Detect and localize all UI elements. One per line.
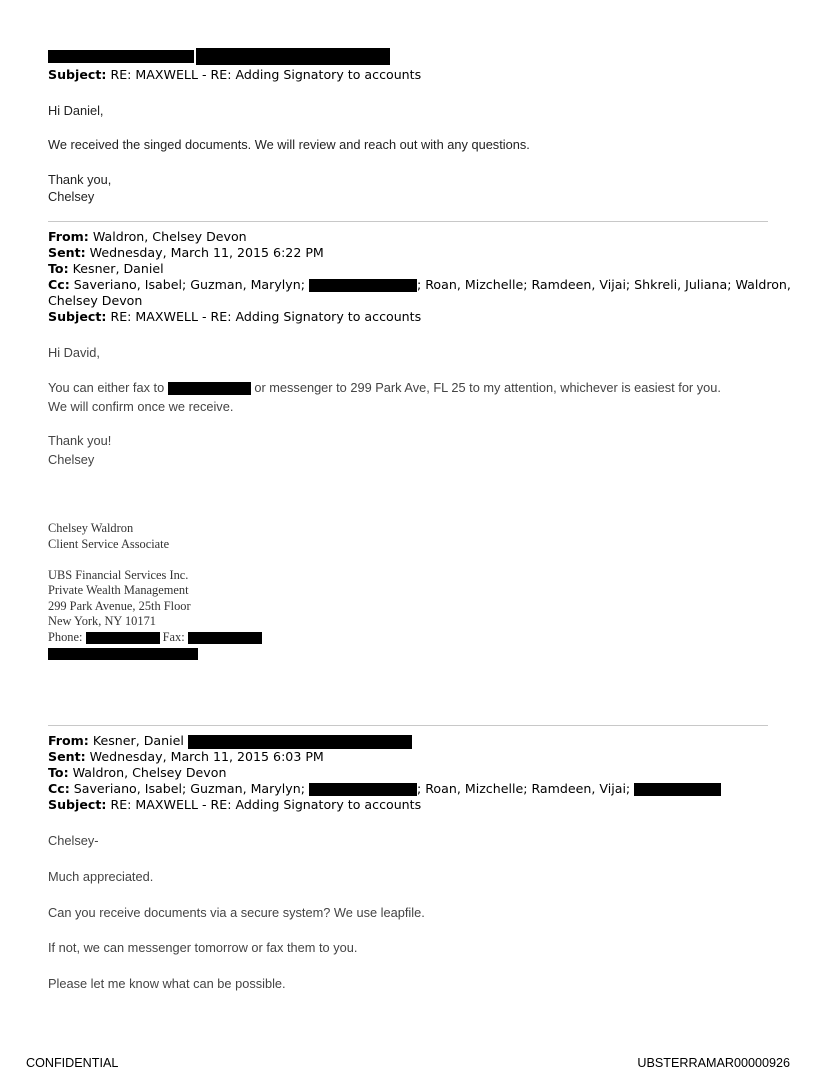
redaction-block — [86, 632, 160, 644]
confidential-label: CONFIDENTIAL — [26, 1056, 119, 1070]
sent-label: Sent: — [48, 749, 86, 764]
greeting: Hi David, — [48, 345, 100, 360]
subject-label: Subject: — [48, 797, 107, 812]
sent-value: Wednesday, March 11, 2015 6:03 PM — [89, 749, 324, 764]
body-paragraph — [48, 379, 721, 396]
redaction-block — [634, 783, 721, 796]
from-label: From: — [48, 733, 89, 748]
redaction-block — [309, 279, 417, 292]
sent-line — [48, 245, 324, 261]
signature-city: New York, NY 10171 — [48, 614, 156, 628]
cc-value-continued: ; Roan, Mizchelle; Ramdeen, Vijai; Shkreli, Juliana; Waldron, — [416, 277, 791, 292]
cc-line — [48, 781, 721, 797]
signature-name: Chelsey Waldron — [48, 521, 134, 535]
redaction-block — [48, 50, 194, 63]
signature-company: UBS Financial Services Inc. — [48, 568, 189, 582]
cc-line-wrap: Chelsey Devon — [48, 293, 143, 308]
sent-label: Sent: — [48, 245, 86, 260]
body-line: Can you receive documents via a secure system? We use leapfile. — [48, 905, 425, 920]
body-text-part: You can either fax to — [48, 380, 165, 395]
from-value: Waldron, Chelsey Devon — [92, 229, 247, 244]
subject-text: RE: MAXWELL - RE: Adding Signatory to accounts — [110, 309, 422, 324]
cc-value: Saveriano, Isabel; Guzman, Marylyn; — [73, 781, 305, 796]
from-line — [48, 733, 412, 749]
signature-contact — [48, 630, 262, 646]
to-value: Waldron, Chelsey Devon — [72, 765, 227, 780]
cc-label: Cc: — [48, 781, 70, 796]
top-redacted-line — [48, 48, 390, 65]
redaction-block — [48, 648, 198, 660]
signoff: Chelsey — [48, 189, 95, 204]
body-line: If not, we can messenger tomorrow or fax them to you. — [48, 940, 358, 955]
fax-label: Fax: — [162, 630, 185, 644]
signature-division: Private Wealth Management — [48, 583, 189, 597]
subject-text: RE: MAXWELL - RE: Adding Signatory to accounts — [110, 67, 422, 82]
body-line: Please let me know what can be possible. — [48, 976, 286, 991]
redaction-block — [309, 783, 417, 796]
signoff: Chelsey — [48, 452, 95, 467]
from-value: Kesner, Daniel — [92, 733, 184, 748]
body-line: Much appreciated. — [48, 869, 154, 884]
greeting: Hi Daniel, — [48, 103, 104, 118]
subject-text: RE: MAXWELL - RE: Adding Signatory to accounts — [110, 797, 422, 812]
cc-line — [48, 277, 791, 293]
cc-label: Cc: — [48, 277, 70, 292]
subject-label: Subject: — [48, 309, 107, 324]
bates-number: UBSTERRAMAR00000926 — [637, 1056, 790, 1070]
from-line — [48, 229, 247, 245]
body-line: We will confirm once we receive. — [48, 399, 234, 414]
sent-line — [48, 749, 324, 765]
from-label: From: — [48, 229, 89, 244]
sent-value: Wednesday, March 11, 2015 6:22 PM — [89, 245, 324, 260]
redaction-block — [188, 632, 262, 644]
redaction-block — [188, 735, 412, 749]
redaction-block — [168, 382, 251, 395]
subject-line — [48, 309, 421, 325]
cc-value: Saveriano, Isabel; Guzman, Marylyn; — [73, 277, 305, 292]
to-value: Kesner, Daniel — [72, 261, 164, 276]
to-label: To: — [48, 765, 69, 780]
signature-address: 299 Park Avenue, 25th Floor — [48, 599, 191, 613]
cc-value-continued: ; Roan, Mizchelle; Ramdeen, Vijai; — [416, 781, 631, 796]
redaction-block — [196, 48, 390, 65]
subject-label: Subject: — [48, 67, 107, 82]
closing: Thank you, — [48, 172, 112, 187]
body-paragraph: We received the singed documents. We will review and reach out with any questions. — [48, 137, 530, 152]
closing: Thank you! — [48, 433, 112, 448]
to-label: To: — [48, 261, 69, 276]
divider — [48, 725, 768, 726]
body-text-part: or messenger to 299 Park Ave, FL 25 to my attention, whichever is easiest for you. — [254, 380, 721, 395]
divider — [48, 221, 768, 222]
to-line — [48, 765, 226, 781]
signature-email-redacted — [48, 646, 198, 662]
phone-label: Phone: — [48, 630, 83, 644]
to-line — [48, 261, 164, 277]
greeting: Chelsey- — [48, 833, 99, 848]
subject-line — [48, 67, 421, 83]
signature-title: Client Service Associate — [48, 537, 170, 551]
subject-line — [48, 797, 421, 813]
